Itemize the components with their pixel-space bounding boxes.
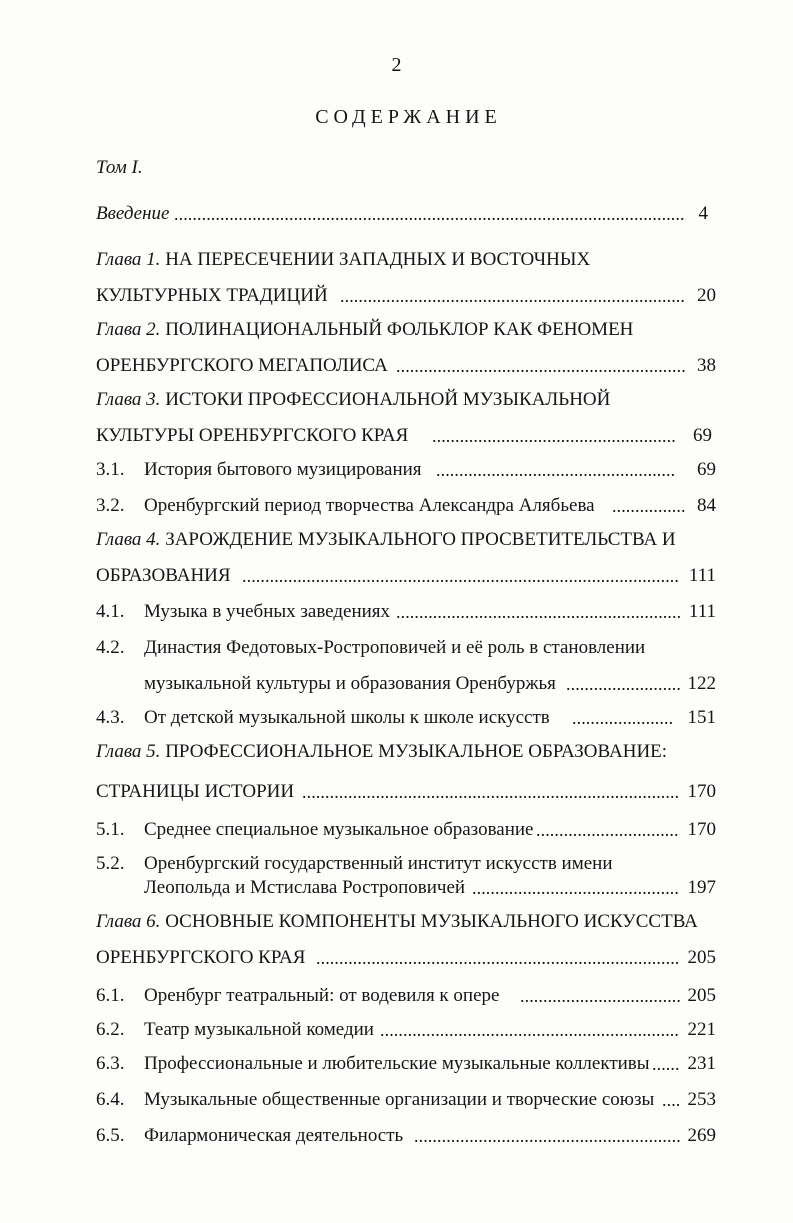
section-6-4[interactable] — [96, 1088, 716, 1112]
chapter-prefix: Глава 5. — [96, 741, 161, 762]
page-ref: 20 — [697, 285, 716, 306]
chapter-title-cont: СТРАНИЦЫ ИСТОРИИ — [96, 781, 295, 802]
dot-leader — [414, 1124, 680, 1148]
chapter-4-continuation[interactable] — [96, 564, 716, 588]
page-ref: 69 — [697, 459, 716, 480]
section-title: Оренбургский период творчества Александра Алябьева — [144, 495, 595, 516]
page-ref: 122 — [687, 673, 716, 694]
section-5-2[interactable] — [96, 852, 716, 876]
dot-leader — [572, 706, 674, 730]
chapter-6-continuation[interactable] — [96, 946, 716, 970]
chapter-prefix: Глава 3. — [96, 389, 161, 410]
page-ref: 269 — [687, 1125, 716, 1146]
section-number: 4.1. — [96, 601, 125, 622]
section-number: 6.4. — [96, 1089, 125, 1110]
section-4-2-continuation[interactable] — [96, 672, 716, 696]
chapter-2-continuation[interactable] — [96, 354, 716, 378]
dot-leader — [316, 946, 680, 970]
dot-leader — [520, 984, 680, 1008]
section-6-5[interactable] — [96, 1124, 716, 1148]
section-number: 6.3. — [96, 1053, 125, 1074]
dot-leader — [396, 354, 686, 378]
chapter-5-heading[interactable] — [96, 740, 716, 764]
chapter-2-heading[interactable] — [96, 318, 716, 342]
page-ref: 111 — [688, 601, 716, 622]
page-ref: 205 — [687, 985, 716, 1006]
section-number: 3.1. — [96, 459, 125, 480]
section-title: Оренбург театральный: от водевиля к опере — [144, 985, 500, 1006]
dot-leader — [432, 424, 676, 448]
chapter-title: ОСНОВНЫЕ КОМПОНЕНТЫ МУЗЫКАЛЬНОГО ИСКУССТВА — [165, 911, 698, 932]
page-ref: 197 — [687, 877, 716, 898]
section-4-1[interactable] — [96, 600, 716, 624]
section-5-2-continuation[interactable] — [96, 876, 716, 900]
dot-leader — [612, 494, 686, 518]
chapter-title-cont: КУЛЬТУРНЫХ ТРАДИЦИЙ — [96, 285, 328, 306]
chapter-1-continuation[interactable] — [96, 284, 716, 308]
section-4-2[interactable] — [96, 636, 716, 660]
section-number: 4.3. — [96, 707, 125, 728]
chapter-1-heading[interactable] — [96, 248, 716, 272]
chapter-prefix: Глава 6. — [96, 911, 161, 932]
section-3-2[interactable] — [96, 494, 716, 518]
section-number: 5.2. — [96, 853, 125, 874]
section-3-1[interactable] — [96, 458, 716, 482]
chapter-title: НА ПЕРЕСЕЧЕНИИ ЗАПАДНЫХ И ВОСТОЧНЫХ — [165, 249, 591, 270]
page-number: 2 — [391, 54, 402, 76]
chapter-title: ИСТОКИ ПРОФЕССИОНАЛЬНОЙ МУЗЫКАЛЬНОЙ — [165, 389, 611, 410]
chapter-3-heading[interactable] — [96, 388, 716, 412]
chapter-prefix: Глава 4. — [96, 529, 161, 550]
dot-leader — [536, 818, 680, 842]
page-ref: 170 — [687, 781, 716, 802]
section-6-1[interactable] — [96, 984, 716, 1008]
section-5-1[interactable] — [96, 818, 716, 842]
page-ref: 69 — [693, 425, 712, 446]
chapter-prefix: Глава 2. — [96, 319, 161, 340]
chapter-title-cont: ОБРАЗОВАНИЯ — [96, 565, 231, 586]
page-ref: 253 — [687, 1089, 716, 1110]
section-title: Династия Федотовых-Ростроповичей и её роль в становлении — [144, 637, 646, 658]
dot-leader — [302, 780, 680, 804]
chapter-title: ПРОФЕССИОНАЛЬНОЕ МУЗЫКАЛЬНОЕ ОБРАЗОВАНИЕ: — [165, 741, 668, 762]
page-ref: 151 — [687, 707, 716, 728]
dot-leader — [242, 564, 680, 588]
page-ref: 4 — [698, 203, 708, 224]
section-number: 6.5. — [96, 1125, 125, 1146]
dot-leader — [174, 202, 686, 226]
chapter-title-cont: КУЛЬТУРЫ ОРЕНБУРГСКОГО КРАЯ — [96, 425, 409, 446]
section-title: От детской музыкальной школы к школе искусств — [144, 707, 550, 728]
section-title: Музыкальные общественные организации и творческие союзы — [144, 1089, 655, 1110]
dot-leader — [380, 1018, 680, 1042]
chapter-6-heading[interactable] — [96, 910, 716, 934]
chapter-title-cont: ОРЕНБУРГСКОГО КРАЯ — [96, 947, 306, 968]
page-ref: 111 — [688, 565, 716, 586]
section-title: Оренбургский государственный институт искусств имени — [144, 853, 613, 874]
section-number: 3.2. — [96, 495, 125, 516]
section-title: Музыка в учебных заведениях — [144, 601, 391, 622]
chapter-title-cont: ОРЕНБУРГСКОГО МЕГАПОЛИСА — [96, 355, 388, 376]
chapter-prefix: Глава 1. — [96, 249, 161, 270]
page-ref: 84 — [697, 495, 716, 516]
section-6-2[interactable] — [96, 1018, 716, 1042]
dot-leader — [340, 284, 686, 308]
dot-leader — [662, 1088, 680, 1112]
section-number: 4.2. — [96, 637, 125, 658]
dot-leader — [436, 458, 676, 482]
page-ref: 170 — [687, 819, 716, 840]
page-ref: 231 — [687, 1053, 716, 1074]
section-title: Профессиональные и любительские музыкальные коллективы — [144, 1053, 650, 1074]
volume-label: Том I. — [96, 157, 143, 178]
page-ref: 205 — [687, 947, 716, 968]
toc-entry-intro[interactable] — [96, 202, 716, 226]
chapter-3-continuation[interactable] — [96, 424, 716, 448]
chapter-title: ЗАРОЖДЕНИЕ МУЗЫКАЛЬНОГО ПРОСВЕТИТЕЛЬСТВА И — [165, 529, 676, 550]
section-number: 6.1. — [96, 985, 125, 1006]
section-number: 5.1. — [96, 819, 125, 840]
dot-leader — [652, 1052, 680, 1076]
section-title: Среднее специальное музыкальное образование — [144, 819, 534, 840]
section-6-3[interactable] — [96, 1052, 716, 1076]
dot-leader — [396, 600, 680, 624]
section-title: Театр музыкальной комедии — [144, 1019, 374, 1040]
dot-leader — [566, 672, 680, 696]
dot-leader — [472, 876, 680, 900]
section-title-cont: Леопольда и Мстислава Ростроповичей — [144, 877, 466, 898]
section-title-cont: музыкальной культуры и образования Оренбуржья — [144, 673, 556, 694]
section-title: История бытового музицирования — [144, 459, 422, 480]
chapter-title: ПОЛИНАЦИОНАЛЬНЫЙ ФОЛЬКЛОР КАК ФЕНОМЕН — [165, 319, 634, 340]
page-ref: 38 — [697, 355, 716, 376]
section-title: Филармоническая деятельность — [144, 1125, 404, 1146]
chapter-5-continuation[interactable] — [96, 780, 716, 804]
page-title: СОДЕРЖАНИЕ — [315, 106, 502, 128]
intro-label: Введение — [96, 203, 170, 224]
chapter-4-heading[interactable] — [96, 528, 716, 552]
page-ref: 221 — [687, 1019, 716, 1040]
section-4-3[interactable] — [96, 706, 716, 730]
section-number: 6.2. — [96, 1019, 125, 1040]
